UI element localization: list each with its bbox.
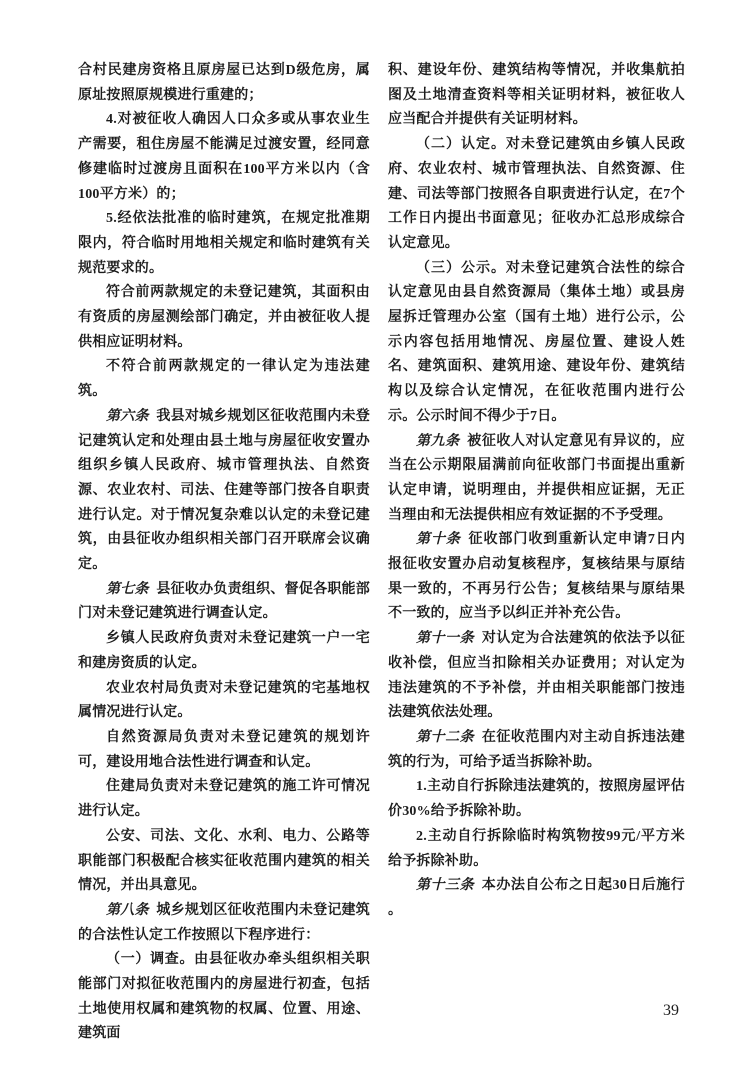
paragraph-text: 征收部门收到重新认定申请7日内报征收安置办启动复核程序，复核结果与原结果一致的，不再另行公告；复核结果与原结果不一致的，应当予以纠正并补充公告。 (388, 532, 685, 622)
paragraph (78, 775, 370, 824)
article-number-label: 第九条 (416, 433, 460, 449)
list-item-1 (388, 775, 685, 824)
paragraph (78, 627, 370, 676)
paragraph-continuation (388, 59, 685, 133)
procedure-item-1 (78, 948, 370, 1047)
paragraph-text: （三）公示。对未登记建筑合法性的综合认定意见由县自然资源局（集体土地）或县房屋拆迁管理办公室（国有土地）进行公示，公示内容包括用地情况、房屋位置、建设人姓名、建筑面积、建筑用途、建设年份、建筑结构以及综合认定情况，在征收范围内进行公示。公示时间不得少于7日。 (388, 260, 685, 424)
paragraph-text: 1.主动自行拆除违法建筑的，按照房屋评估价30%给予拆除补助。 (388, 779, 685, 820)
paragraph (78, 677, 370, 726)
paragraph (78, 281, 370, 355)
article-number-label: 第十一条 (416, 631, 475, 647)
article-number-label: 第八条 (106, 902, 149, 918)
article-12 (388, 726, 685, 775)
paragraph-text: 自然资源局负责对未登记建筑的规划许可，建设用地合法性进行调查和认定。 (78, 729, 370, 770)
procedure-item-3 (388, 257, 685, 430)
paragraph-text: 本办法自公布之日起30日后施行 。 (388, 878, 686, 918)
page-number: 39 (663, 1002, 679, 1019)
paragraph-text: 对认定为合法建筑的依法予以征收补偿，但应当扣除相关办证费用；对认定为违法建筑的不予补偿，并由相关职能部门按违法建筑依法处理。 (388, 631, 685, 721)
left-column (78, 59, 370, 1047)
paragraph-text: 被征收人对认定意见有异议的，应当在公示期限届满前向征收部门书面提出重新认定申请，说明理由，并提供相应证据，无正当理由和无法提供相应有效证据的不予受理。 (388, 433, 685, 523)
paragraph-text: 我县对城乡规划区征收范围内未登记建筑认定和处理由县土地与房屋征收安置办组织乡镇人民政府、城市管理执法、自然资源、农业农村、司法、住建等部门按各自职责进行认定。对于情况复杂难以认定的未登记建筑，由县征收办组织相关部门召开联席会议确定。 (78, 408, 370, 573)
paragraph-text: 不符合前两款规定的一律认定为违法建筑。 (78, 359, 370, 400)
paragraph-text: 积、建设年份、建筑结构等情况，并收集航拍图及土地清查资料等相关证明材料，被征收人应当配合并提供有关证明材料。 (388, 63, 685, 128)
paragraph-text: （二）认定。对未登记建筑由乡镇人民政府、农业农村、城市管理执法、自然资源、住建、司法等部门按照各自职责进行认定，在7个工作日内提出书面意见；征收办汇总形成综合认定意见。 (388, 137, 685, 251)
paragraph-text: 公安、司法、文化、水利、电力、公路等职能部门积极配合核实征收范围内建筑的相关情况，并出具意见。 (78, 828, 370, 894)
article-8 (78, 899, 370, 948)
paragraph (78, 825, 370, 899)
paragraph-text: 4.对被征收人确因人口众多或从事农业生产需要，租住房屋不能满足过渡安置，经同意修建临时过渡房且面积在100平方米以内（含100平方米）的； (78, 112, 370, 202)
procedure-item-2 (388, 133, 685, 257)
paragraph-text: 县征收办负责组织、督促各职能部门对未登记建筑进行调查认定。 (78, 581, 370, 622)
paragraph-text: 住建局负责对未登记建筑的施工许可情况进行认定。 (78, 779, 370, 820)
article-number-label: 第七条 (106, 581, 149, 597)
paragraph (78, 355, 370, 404)
paragraph-text: 5.经依法批准的临时建筑，在规定批准期限内，符合临时用地相关规定和临时建筑有关规范要求的。 (78, 211, 370, 276)
list-item-5 (78, 207, 370, 281)
two-column-text-area (78, 59, 755, 1047)
paragraph-text: 在征收范围内对主动自拆违法建筑的行为，可给予适当拆除补助。 (388, 729, 685, 770)
article-9 (388, 430, 685, 529)
article-number-label: 第十二条 (416, 729, 475, 745)
paragraph-text: 2.主动自行拆除临时构筑物按99元/平方米给予拆除补助。 (388, 828, 685, 869)
paragraph (78, 726, 370, 775)
paragraph-continuation (78, 59, 370, 108)
paragraph-text: 合村民建房资格且原房屋已达到D级危房，属原址按照原规模进行重建的； (78, 63, 370, 103)
article-number-label: 第十条 (416, 532, 461, 548)
list-item-2 (388, 825, 685, 874)
article-number-label: 第十三条 (416, 878, 475, 894)
right-column (388, 59, 685, 1047)
paragraph-text: （一）调查。由县征收办牵头组织相关职能部门对拟征收范围内的房屋进行初查，包括土地使用权属和建筑物的权属、位置、用途、建筑面 (78, 952, 370, 1042)
paragraph-text: 符合前两款规定的未登记建筑，其面积由有资质的房屋测绘部门确定，并由被征收人提供相应证明材料。 (78, 285, 370, 350)
paragraph-text: 乡镇人民政府负责对未登记建筑一户一宅和建房资质的认定。 (78, 631, 370, 671)
article-6 (78, 405, 370, 578)
paragraph-text: 农业农村局负责对未登记建筑的宅基地权属情况进行认定。 (78, 680, 370, 721)
article-number-label: 第六条 (106, 408, 149, 424)
article-13 (388, 874, 685, 923)
article-7 (78, 578, 370, 627)
article-10 (388, 528, 685, 627)
paragraph-text: 城乡规划区征收范围内未登记建筑的合法性认定工作按照以下程序进行： (78, 902, 370, 943)
list-item-4 (78, 108, 370, 207)
article-11 (388, 627, 685, 726)
